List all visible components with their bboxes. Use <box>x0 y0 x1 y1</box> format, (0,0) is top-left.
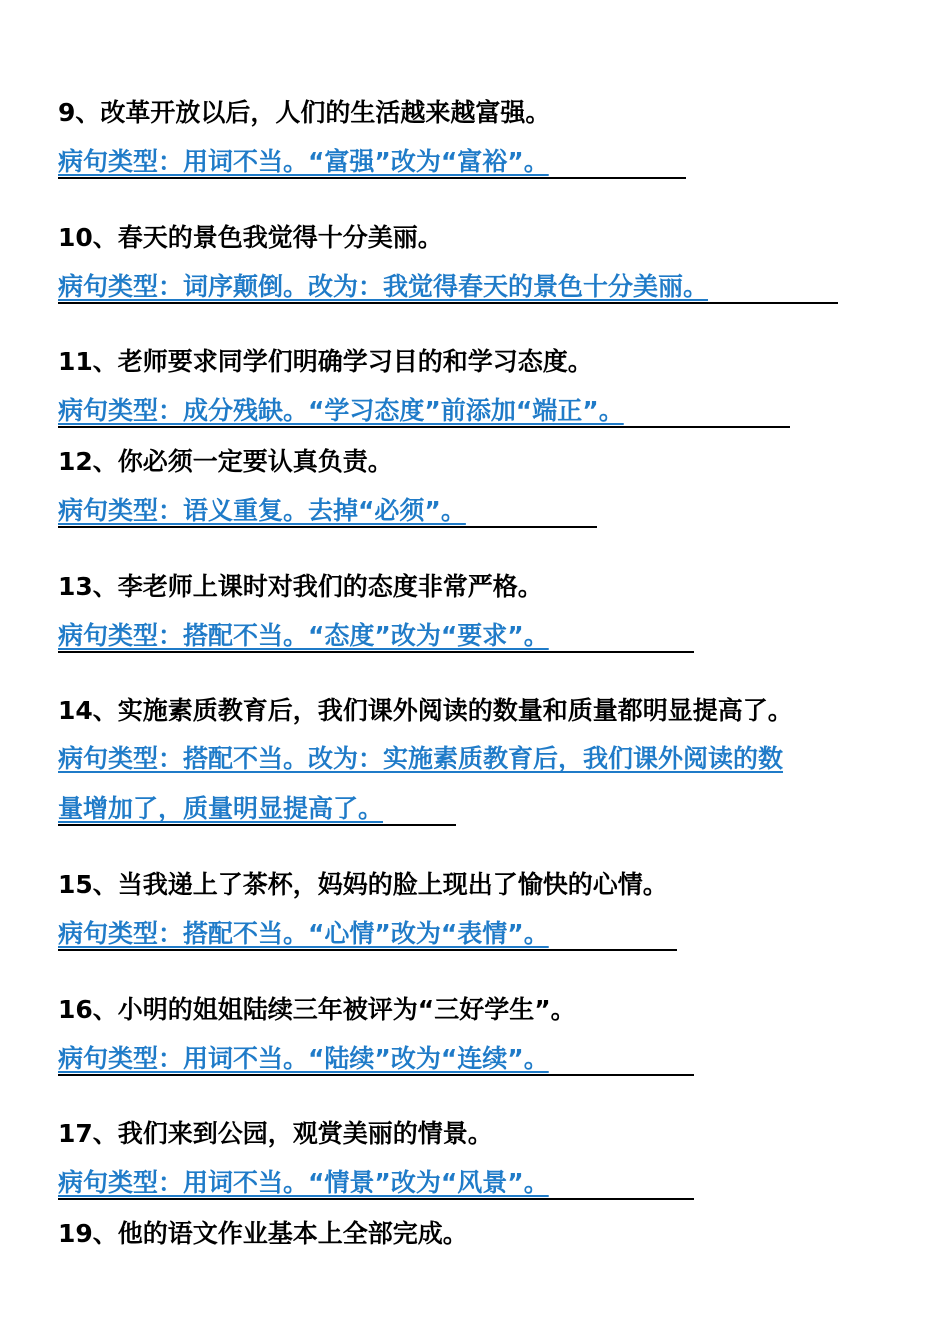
answer-14-line-2 <box>58 794 456 826</box>
answer-15 <box>58 919 677 951</box>
question-14: 14、实施素质教育后，我们课外阅读的数量和质量都明显提高了。 <box>58 696 793 725</box>
answer-17 <box>58 1168 694 1200</box>
answer-10 <box>58 272 838 304</box>
question-11: 11、老师要求同学们明确学习目的和学习态度。 <box>58 347 593 376</box>
question-15: 15、当我递上了茶杯，妈妈的脸上现出了愉快的心情。 <box>58 870 668 899</box>
answer-13 <box>58 621 694 653</box>
answer-14-line-1 <box>58 744 783 774</box>
answer-9-text: 病句类型：用词不当。“富强”改为“富裕”。 <box>58 147 549 176</box>
answer-15-text: 病句类型：搭配不当。“心情”改为“表情”。 <box>58 919 549 948</box>
answer-14-text-1: 病句类型：搭配不当。改为：实施素质教育后，我们课外阅读的数 <box>58 744 784 773</box>
answer-13-text: 病句类型：搭配不当。“态度”改为“要求”。 <box>58 621 549 650</box>
answer-14-text-2: 量增加了，质量明显提高了。 <box>58 794 384 823</box>
answer-12-text: 病句类型：语义重复。去掉“必须”。 <box>58 496 466 525</box>
answer-12 <box>58 496 597 528</box>
question-12: 12、你必须一定要认真负责。 <box>58 447 393 476</box>
question-13: 13、李老师上课时对我们的态度非常严格。 <box>58 572 543 601</box>
answer-9 <box>58 147 686 179</box>
question-16: 16、小明的姐姐陆续三年被评为“三好学生”。 <box>58 995 576 1024</box>
answer-16-text: 病句类型：用词不当。“陆续”改为“连续”。 <box>58 1044 549 1073</box>
answer-11 <box>58 396 790 428</box>
answer-11-text: 病句类型：成分残缺。“学习态度”前添加“端正”。 <box>58 396 624 425</box>
answer-16 <box>58 1044 694 1076</box>
question-10: 10、春天的景色我觉得十分美丽。 <box>58 223 443 252</box>
answer-10-text: 病句类型：词序颠倒。改为：我觉得春天的景色十分美丽。 <box>58 272 709 301</box>
question-19: 19、他的语文作业基本上全部完成。 <box>58 1219 468 1248</box>
question-9: 9、改革开放以后，人们的生活越来越富强。 <box>58 98 551 127</box>
question-17: 17、我们来到公园，观赏美丽的情景。 <box>58 1119 493 1148</box>
answer-17-text: 病句类型：用词不当。“情景”改为“风景”。 <box>58 1168 549 1197</box>
